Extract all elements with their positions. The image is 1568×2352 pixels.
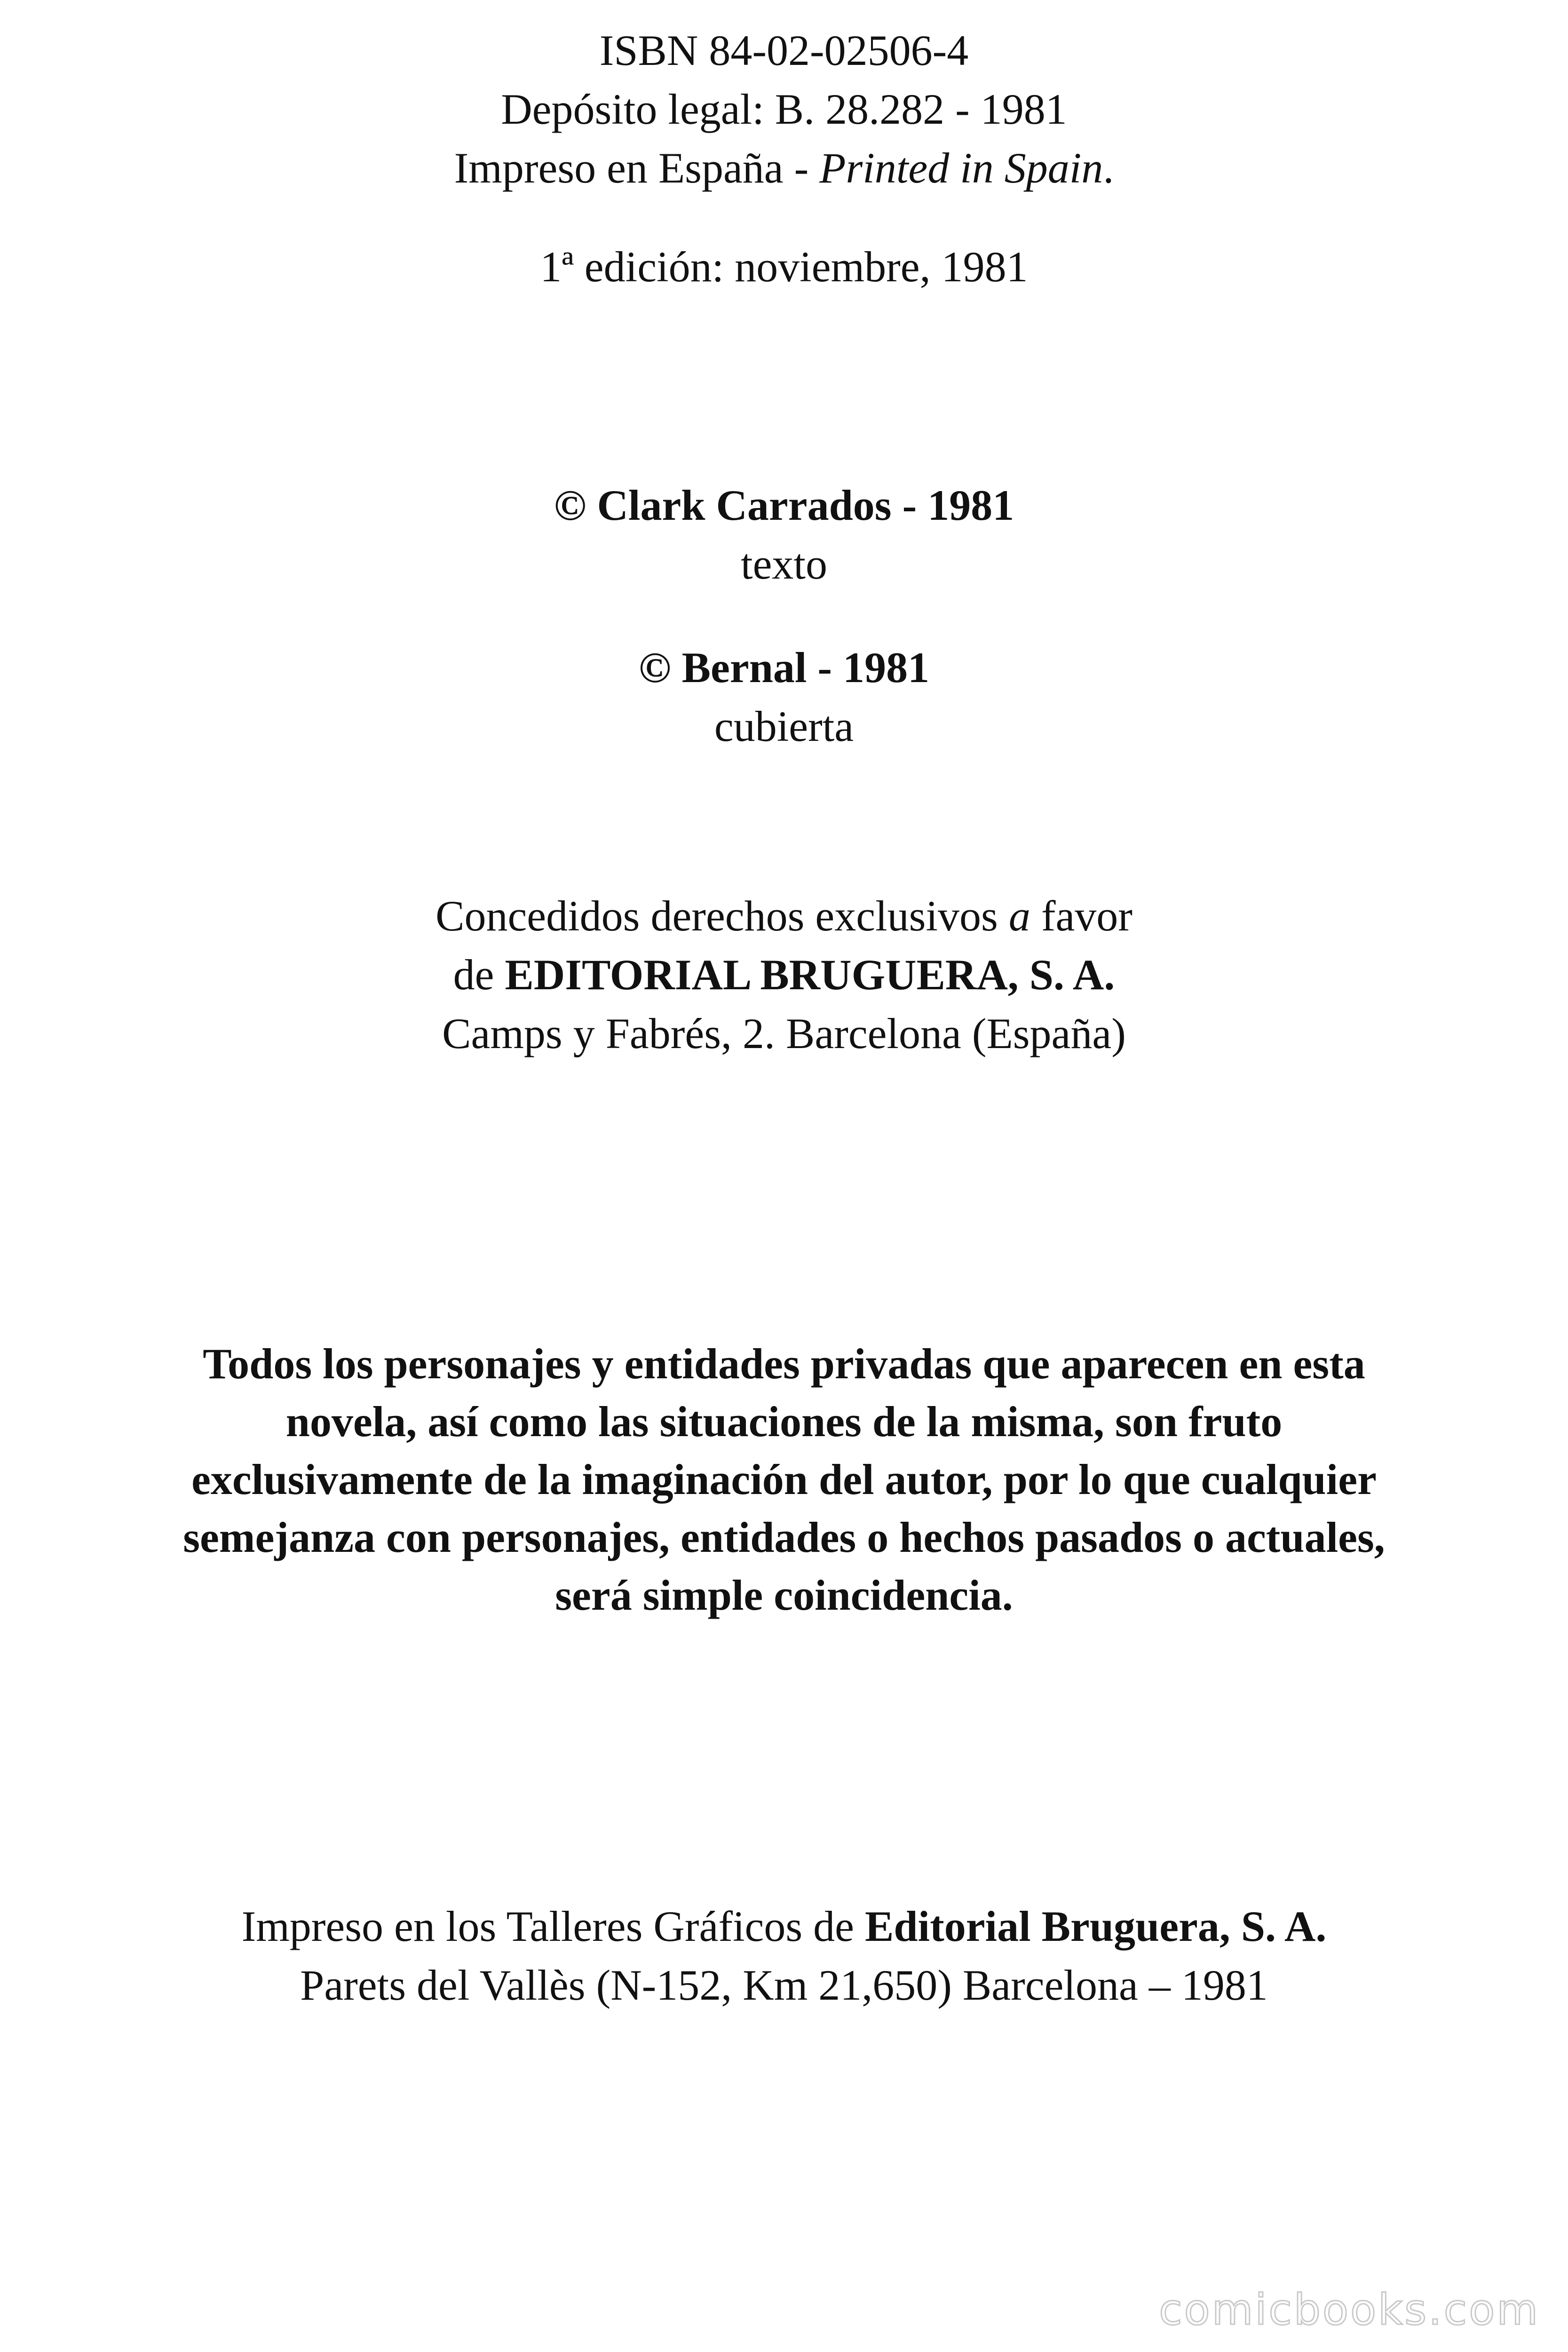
rights-block xyxy=(0,887,1568,1063)
disclaimer-line: novela, así como las situaciones de la misma, son fruto xyxy=(285,1398,1283,1446)
disclaimer-line: exclusivamente de la imaginación del autor, por lo que cualquier xyxy=(191,1455,1377,1503)
copyright-author-role: texto xyxy=(741,540,827,588)
copyright-cover-role: cubierta xyxy=(714,702,854,750)
disclaimer-block xyxy=(0,1335,1568,1624)
isbn-line: ISBN 84-02-02506-4 xyxy=(599,26,969,74)
copyright-cover-line: © Bernal - 1981 xyxy=(638,644,930,691)
copyright-cover-block xyxy=(0,638,1568,756)
imprint-block xyxy=(0,21,1568,198)
rights-line-2-prefix: de xyxy=(453,951,505,999)
printed-in-line xyxy=(0,139,1568,198)
rights-line-1-suffix: favor xyxy=(1030,892,1132,940)
publisher-address: Camps y Fabrés, 2. Barcelona (España) xyxy=(442,1009,1126,1057)
rights-line-1 xyxy=(0,887,1568,946)
edition-line: 1ª edición: noviembre, 1981 xyxy=(540,243,1028,291)
disclaimer-line: será simple coincidencia. xyxy=(555,1571,1013,1619)
copyright-text-block xyxy=(0,476,1568,594)
printer-address: Parets del Vallès (N-152, Km 21,650) Barcelona – 1981 xyxy=(300,1961,1268,2009)
rights-line-1-italic: a xyxy=(1008,892,1030,940)
copyright-author-line: © Clark Carrados - 1981 xyxy=(554,481,1014,529)
printed-in-spanish: Impreso en España - xyxy=(454,144,820,192)
rights-line-2 xyxy=(0,946,1568,1004)
disclaimer-line: semejanza con personajes, entidades o hechos pasados o actuales, xyxy=(183,1513,1385,1561)
edition-block xyxy=(0,238,1568,296)
legal-deposit-line: Depósito legal: B. 28.282 - 1981 xyxy=(501,85,1067,133)
printer-block xyxy=(0,1897,1568,2015)
rights-line-1-prefix: Concedidos derechos exclusivos xyxy=(436,892,1009,940)
printer-line-1-prefix: Impreso en los Talleres Gráficos de xyxy=(241,1902,865,1950)
printed-in-period: . xyxy=(1103,144,1114,192)
disclaimer-line: Todos los personajes y entidades privadas que aparecen en esta xyxy=(203,1340,1365,1388)
printer-line-1 xyxy=(0,1897,1568,1956)
printer-name: Editorial Bruguera, S. A. xyxy=(865,1902,1327,1950)
publisher-name: EDITORIAL BRUGUERA, S. A. xyxy=(505,951,1115,999)
printed-in-english: Printed in Spain xyxy=(819,144,1103,192)
watermark: comicbooks.com xyxy=(1159,2285,1540,2335)
